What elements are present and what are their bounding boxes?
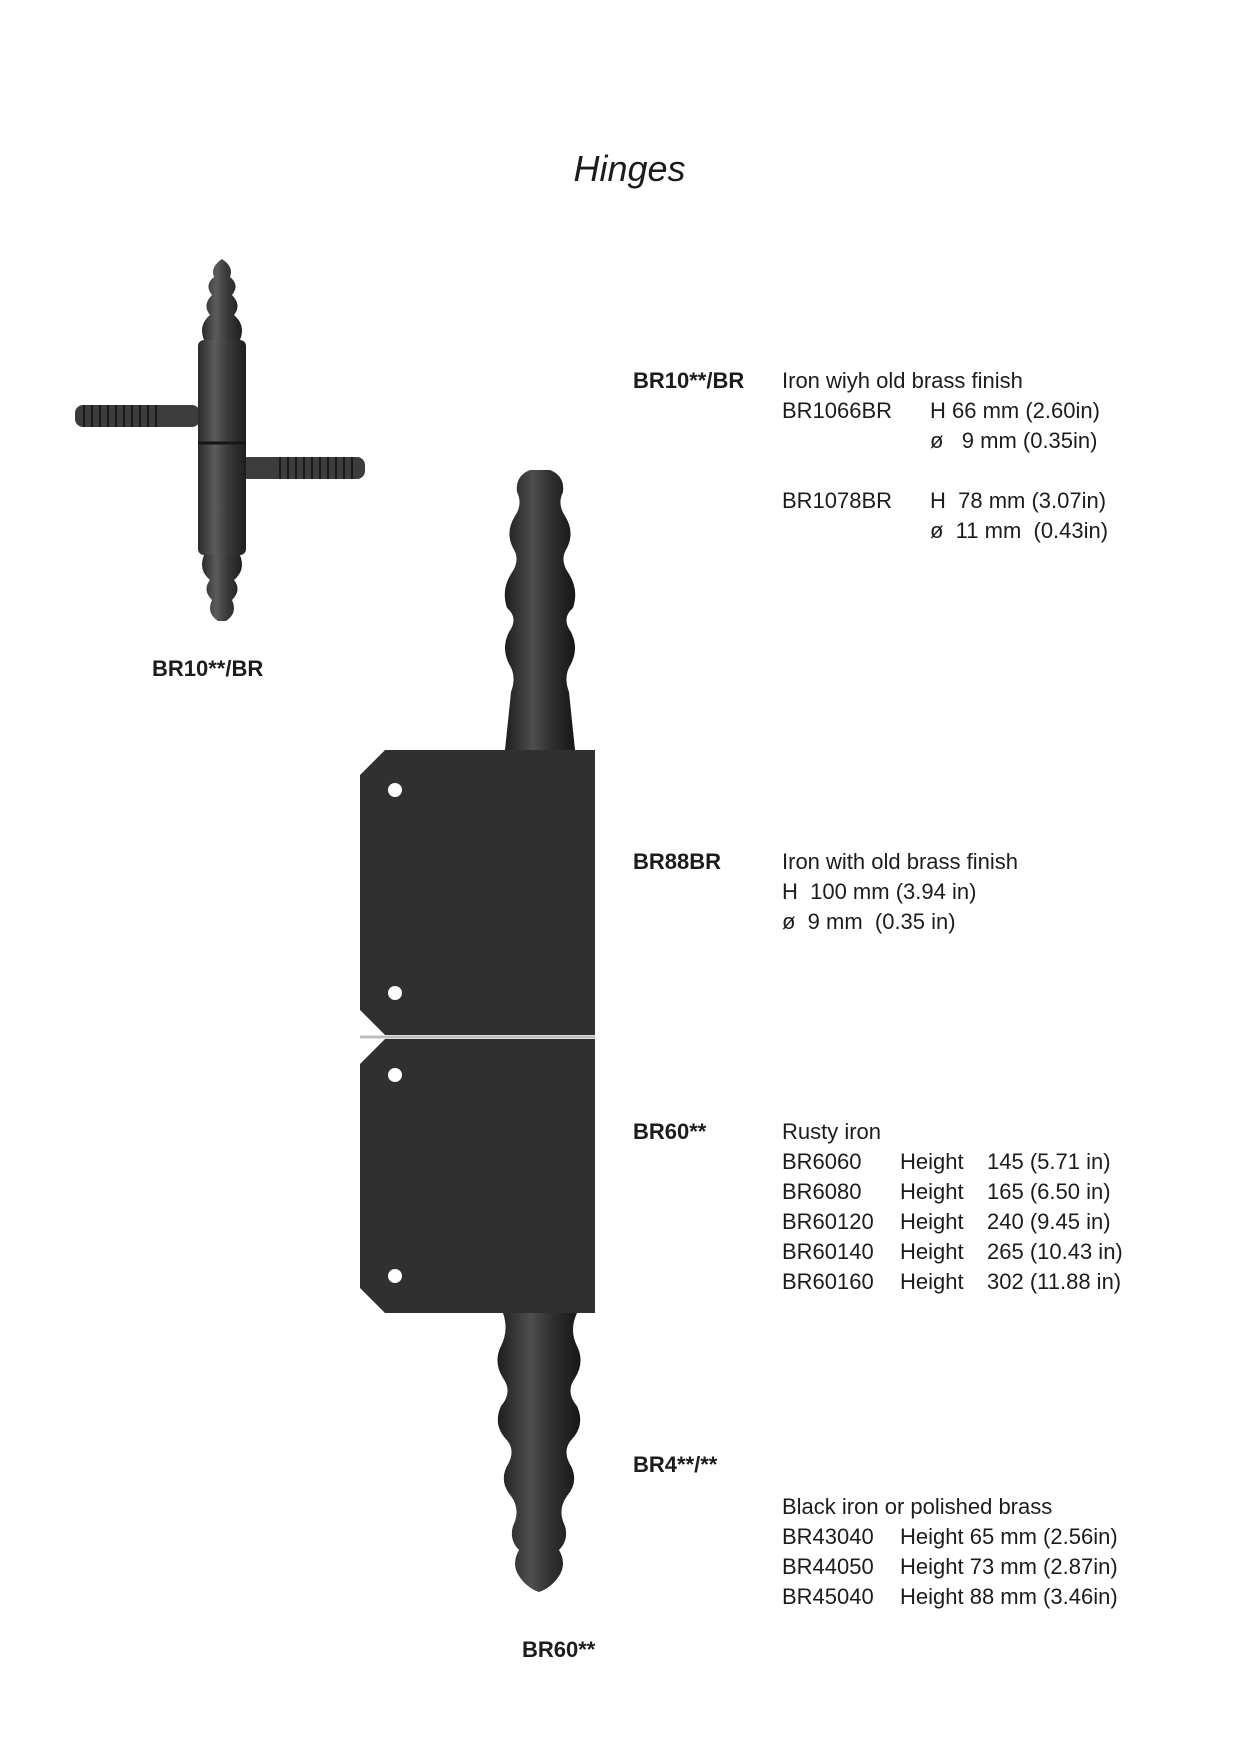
product-details [782,1117,1123,1297]
spec-row [782,1552,1118,1582]
variant-ref: BR1066BR [782,398,893,423]
variant-ref: BR60160 [782,1269,874,1294]
product-description: Iron with old brass finish [782,849,1018,874]
variant-ref: BR60140 [782,1239,874,1264]
variant-value: 265 (10.43 in) [987,1239,1123,1264]
variant-text: Height 65 mm (2.56in) [900,1524,1118,1549]
product-details [782,847,1018,937]
variant-row [782,516,1108,546]
variant-label: Height [900,1149,964,1174]
product-code: BR60** [633,1119,707,1144]
variant-text: Height 88 mm (3.46in) [900,1584,1118,1609]
variant-ref: BR45040 [782,1584,874,1609]
product-diameter: ø 9 mm (0.35 in) [782,909,956,934]
variant-ref: BR1078BR [782,488,893,513]
variant-text: Height 73 mm (2.87in) [900,1554,1118,1579]
small-hinge-caption: BR10**/BR [152,656,264,681]
spec-row [782,1267,1123,1297]
spec-row [782,1177,1123,1207]
variant-value: 240 (9.45 in) [987,1209,1111,1234]
spec-row [782,1522,1118,1552]
product-description: Rusty iron [782,1119,882,1144]
small-hinge-image [70,255,370,635]
variant-diameter: ø 11 mm (0.43in) [930,518,1109,543]
product-description: Iron wiyh old brass finish [782,368,1023,393]
variant-value: 165 (6.50 in) [987,1179,1111,1204]
variant-height: H 66 mm (2.60in) [930,398,1100,423]
spec-row [782,1147,1123,1177]
variant-label: Height [900,1179,964,1204]
spec-row [782,1237,1123,1267]
product-details [782,1492,1118,1612]
variant-row [782,486,1108,516]
variant-row [782,426,1108,456]
product-height: H 100 mm (3.94 in) [782,879,977,904]
variant-ref: BR60120 [782,1209,874,1234]
variant-row [782,396,1108,426]
variant-ref: BR44050 [782,1554,874,1579]
variant-ref: BR6080 [782,1179,862,1204]
variant-diameter: ø 9 mm (0.35in) [930,428,1098,453]
variant-height: H 78 mm (3.07in) [930,488,1107,513]
product-details [782,366,1108,546]
product-code: BR88BR [633,849,722,874]
variant-label: Height [900,1209,964,1234]
variant-label: Height [900,1239,964,1264]
variant-ref: BR43040 [782,1524,874,1549]
product-description: Black iron or polished brass [782,1494,1053,1519]
long-hinge-caption: BR60** [522,1637,596,1662]
variant-ref: BR6060 [782,1149,862,1174]
product-code: BR4**/** [633,1452,718,1477]
variant-label: Height [900,1269,964,1294]
spec-row [782,1207,1123,1237]
page-title: Hinges [573,148,686,189]
spec-row [782,1582,1118,1612]
variant-value: 145 (5.71 in) [987,1149,1111,1174]
product-code: BR10**/BR [633,368,745,393]
long-hinge-image [355,470,615,1610]
variant-value: 302 (11.88 in) [987,1269,1122,1294]
